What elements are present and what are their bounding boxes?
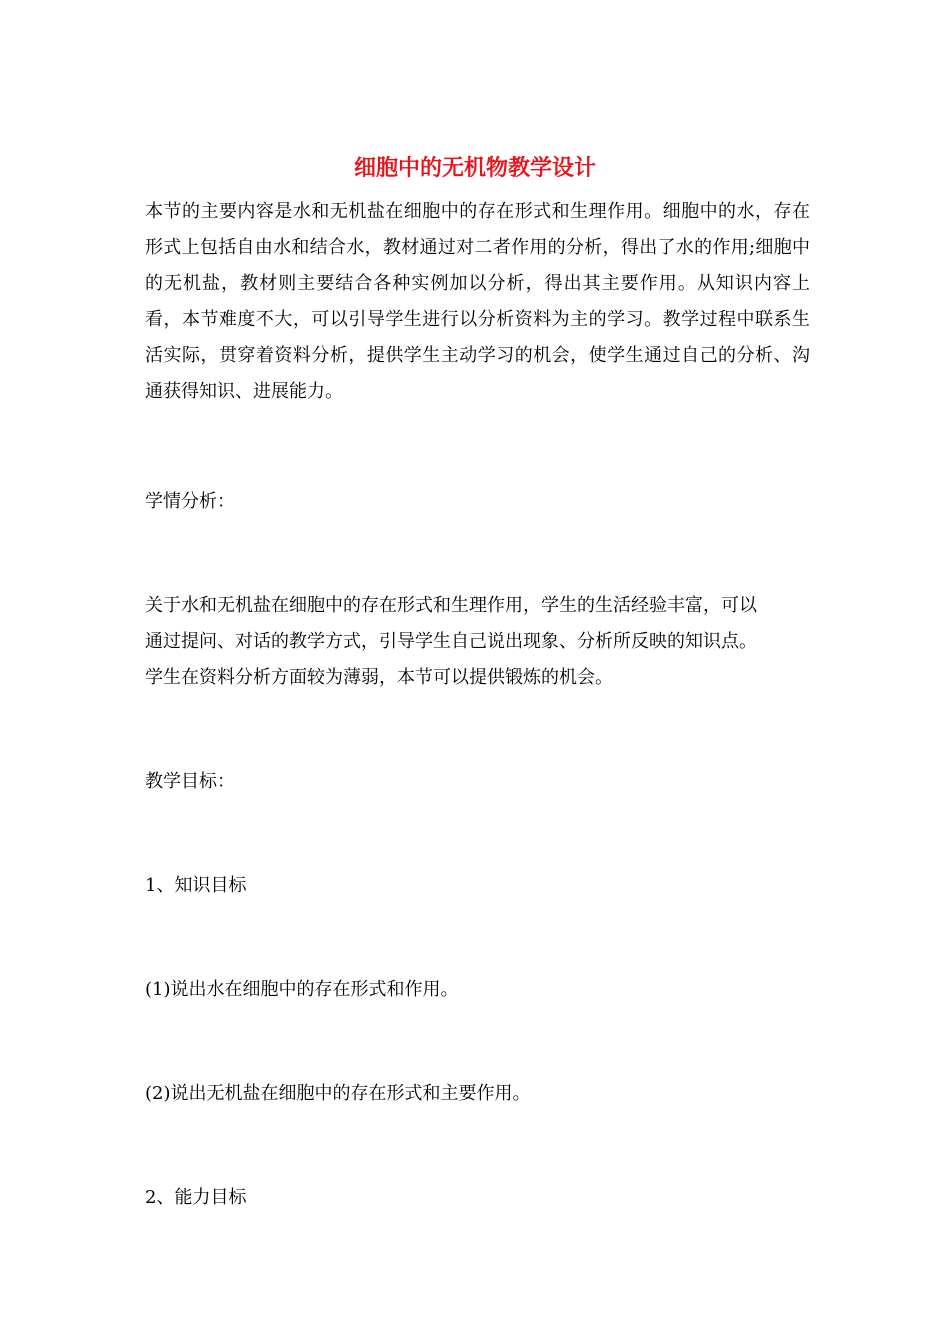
situation-line-3: 学生在资料分析方面较为薄弱，本节可以提供锻炼的机会。 <box>145 667 613 688</box>
knowledge-goal-heading: 1、知识目标 <box>145 875 247 896</box>
situation-line-2: 通过提问、对话的教学方式，引导学生自己说出现象、分析所反映的知识点。 <box>145 631 757 652</box>
ability-goal-heading: 2、能力目标 <box>145 1187 247 1208</box>
situation-heading: 学情分析： <box>145 491 235 512</box>
knowledge-item-2: (2)说出无机盐在细胞中的存在形式和主要作用。 <box>145 1083 531 1104</box>
knowledge-item-1: (1)说出水在细胞中的存在形式和作用。 <box>145 979 459 1000</box>
intro-paragraph: 本节的主要内容是水和无机盐在细胞中的存在形式和生理作用。细胞中的水，存在形式上包括自由水和结合水，教材通过对二者作用的分析，得出了水的作用;细胞中的无机盐，教材则主要结合各种实例加以分析，得出其主要作用。从知识内容上看，本节难度不大，可以引导学生进行以分析资料为主的学习。教学过程中联系生活实际，贯穿着资料分析，提供学生主动学习的机会，使学生通过自己的分析、沟通获得知识、进展能力。 <box>145 201 810 402</box>
document-title: 细胞中的无机物教学设计 <box>353 155 596 181</box>
situation-line-1: 关于水和无机盐在细胞中的存在形式和生理作用，学生的生活经验丰富，可以 <box>145 595 757 616</box>
goals-heading: 教学目标： <box>145 771 235 792</box>
